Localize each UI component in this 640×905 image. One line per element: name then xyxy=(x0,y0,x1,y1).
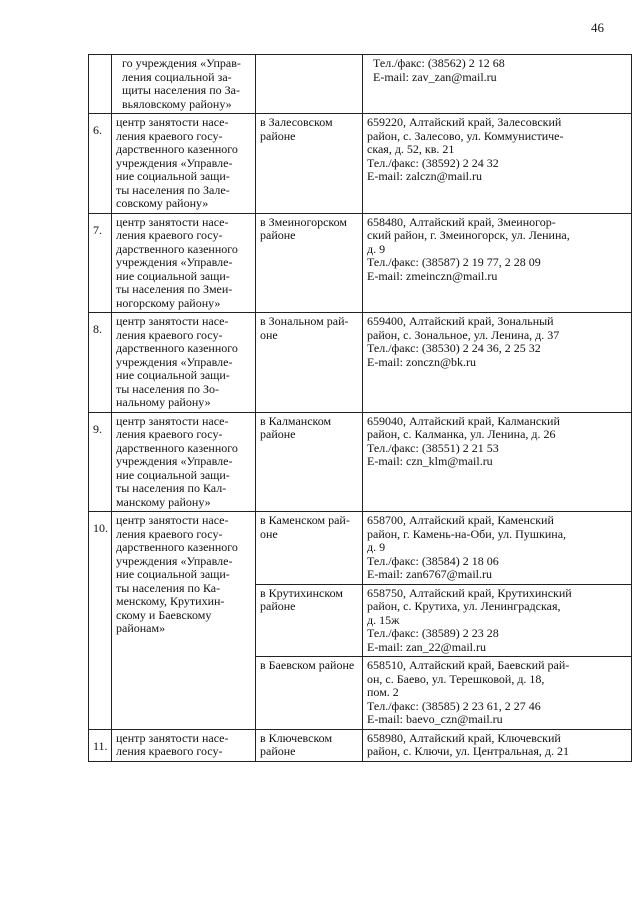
service-area xyxy=(256,55,363,114)
service-area-line: районе xyxy=(260,599,296,613)
service-area xyxy=(256,412,363,512)
organization-name-line: го учреждения «Управ- xyxy=(122,56,241,70)
address-line: 658480, Алтайский край, Змеиногор- xyxy=(367,214,556,229)
email-line: E-mail: zmeinczn@mail.ru xyxy=(367,268,498,283)
organization-name-line: ления краевого госу- xyxy=(116,427,223,441)
service-area-line: оне xyxy=(260,327,278,342)
address-line: район, с. Ключи, ул. Центральная, д. 21 xyxy=(367,744,569,758)
organization-name-line: ления краевого госу- xyxy=(116,744,223,758)
row-number: 6. xyxy=(89,114,112,214)
service-area xyxy=(256,512,363,585)
organization-name-line: ты населения по Змеи- xyxy=(116,282,233,296)
organization-name-line: совскому району» xyxy=(116,196,209,210)
address-line: д. 9 xyxy=(367,241,386,256)
organization-name-line: дарственного казенного xyxy=(116,142,238,156)
organization-name xyxy=(112,412,256,512)
service-area xyxy=(256,584,363,657)
organization-name xyxy=(112,213,256,313)
organization-name-line: дарственного казенного xyxy=(116,241,238,256)
address-line: 658750, Алтайский край, Крутихинский xyxy=(367,585,572,600)
organization-name-line: ние социальной защи- xyxy=(116,467,230,482)
organization-name-line: ления социальной за- xyxy=(122,69,232,84)
address-line: район, г. Камень-на-Оби, ул. Пушкина, xyxy=(367,526,567,541)
organization-name xyxy=(112,512,256,730)
organization-name-line: районам» xyxy=(116,621,166,635)
address-line: он, с. Баево, ул. Терешковой, д. 18, xyxy=(367,671,545,686)
address-line: 658980, Алтайский край, Ключевский xyxy=(367,730,561,745)
organization-name-line: ления краевого госу- xyxy=(116,526,223,541)
address-line: д. 15ж xyxy=(367,612,400,627)
service-area xyxy=(256,657,363,730)
service-area-line: в Баевском районе xyxy=(260,658,355,672)
table-row xyxy=(89,114,632,214)
email-line: E-mail: zonczn@bk.ru xyxy=(367,354,477,369)
row-number: 7. xyxy=(89,213,112,313)
row-number xyxy=(89,55,112,114)
organization-name-line: дарственного казенного xyxy=(116,341,238,355)
organization-name xyxy=(112,729,256,761)
address-line: 659040, Алтайский край, Калманский xyxy=(367,413,560,428)
address-line: район, с. Зональное, ул. Ленина, д. 37 xyxy=(367,327,560,342)
organization-name-line: ние социальной защи- xyxy=(116,368,230,382)
email-line: E-mail: zan_22@mail.ru xyxy=(367,639,487,654)
organization-name-line: центр занятости насе- xyxy=(116,115,229,129)
organization-name xyxy=(112,313,256,413)
page-number: 46 xyxy=(591,20,604,35)
organization-name-line: ления краевого госу- xyxy=(116,128,223,143)
organization-name xyxy=(112,114,256,214)
service-area-line: районе xyxy=(260,744,296,758)
row-number: 8. xyxy=(89,313,112,413)
organization-name-line: менскому, Крутихин- xyxy=(116,594,225,608)
table-row xyxy=(89,412,632,512)
service-area-line: в Залесовском xyxy=(260,115,333,129)
organization-name-line: учреждения «Управле- xyxy=(116,255,233,269)
service-area-line: районе xyxy=(260,427,296,441)
service-area-line: в Змеиногорском xyxy=(260,214,347,229)
service-area xyxy=(256,114,363,214)
address-line: 659400, Алтайский край, Зональный xyxy=(367,314,554,328)
organization-name-line: ты населения по Зале- xyxy=(116,182,230,197)
contact-details xyxy=(363,55,632,114)
row-number: 10. xyxy=(89,512,112,730)
table-row xyxy=(89,313,632,413)
service-area-line: в Зональном рай- xyxy=(260,314,349,328)
organization-name-line: центр занятости насе- xyxy=(116,513,229,527)
row-number: 9. xyxy=(89,412,112,512)
table-row xyxy=(89,729,632,761)
service-area-line: оне xyxy=(260,526,278,541)
organization-name-line: центр занятости насе- xyxy=(116,730,229,745)
email-line: E-mail: zan6767@mail.ru xyxy=(367,567,493,581)
organization-name-line: центр занятости насе- xyxy=(116,314,229,328)
organization-name-line: ты населения по Ка- xyxy=(116,580,221,595)
address-line: Тел./факс: (38589) 2 23 28 xyxy=(367,626,499,640)
contact-details xyxy=(363,657,632,730)
contact-details xyxy=(363,512,632,585)
address-line: Тел./факс: (38584) 2 18 06 xyxy=(367,553,499,568)
employment-centers-table xyxy=(88,54,632,762)
contact-details xyxy=(363,313,632,413)
organization-name-line: ние социальной защи- xyxy=(116,567,230,581)
address-line: 658700, Алтайский край, Каменский xyxy=(367,513,554,527)
organization-name-line: учреждения «Управле- xyxy=(116,553,233,568)
service-area xyxy=(256,213,363,313)
service-area-line: районе xyxy=(260,128,296,143)
organization-name-line: скому и Баевскому xyxy=(116,607,212,622)
contact-details xyxy=(363,729,632,761)
organization-name-line: вьяловскому району» xyxy=(122,96,232,111)
service-area-line: в Каменском рай- xyxy=(260,513,350,527)
contact-details xyxy=(363,213,632,313)
service-area xyxy=(256,729,363,761)
service-area-line: в Крутихинском xyxy=(260,585,343,600)
email-line: E-mail: baevo_czn@mail.ru xyxy=(367,712,503,726)
organization-name-line: дарственного казенного xyxy=(116,440,238,455)
organization-name-line: щиты населения по За- xyxy=(122,83,240,97)
organization-name-line: дарственного казенного xyxy=(116,540,238,554)
organization-name-line: ты населения по Зо- xyxy=(116,381,219,396)
organization-name-line: центр занятости насе- xyxy=(116,413,229,428)
address-line: район, с. Калманка, ул. Ленина, д. 26 xyxy=(367,427,556,441)
organization-name-line: учреждения «Управле- xyxy=(116,354,233,369)
address-line: Тел./факс: (38551) 2 21 53 xyxy=(367,440,499,455)
address-line: ский район, г. Змеиногорск, ул. Ленина, xyxy=(367,228,570,242)
organization-name-line: ние социальной защи- xyxy=(116,169,230,183)
service-area xyxy=(256,313,363,413)
address-line: 659220, Алтайский край, Залесовский xyxy=(367,115,562,129)
contact-details xyxy=(363,114,632,214)
service-area-line: в Ключевском xyxy=(260,730,333,745)
address-line: д. 9 xyxy=(367,540,386,554)
row-number: 11. xyxy=(89,729,112,761)
email-line: E-mail: czn_klm@mail.ru xyxy=(367,454,493,468)
address-line: Тел./факс: (38562) 2 12 68 xyxy=(373,56,505,70)
address-line: район, с. Залесово, ул. Коммунистиче- xyxy=(367,128,564,143)
organization-name-line: ления краевого госу- xyxy=(116,327,223,342)
organization-name-line: учреждения «Управле- xyxy=(116,454,233,468)
address-line: Тел./факс: (38585) 2 23 61, 2 27 46 xyxy=(367,698,541,713)
table-row xyxy=(89,213,632,313)
address-line: Тел./факс: (38587) 2 19 77, 2 28 09 xyxy=(367,255,541,269)
contact-details xyxy=(363,412,632,512)
email-line: E-mail: zalczn@mail.ru xyxy=(367,169,483,183)
address-line: район, с. Крутиха, ул. Ленинградская, xyxy=(367,599,561,613)
email-line: E-mail: zav_zan@mail.ru xyxy=(373,69,497,84)
organization-name-line: ние социальной защи- xyxy=(116,268,230,283)
table-body xyxy=(89,55,632,762)
organization-name-line: нальному району» xyxy=(116,395,211,409)
organization-name xyxy=(112,55,256,114)
table-row xyxy=(89,512,632,585)
organization-name-line: ты населения по Кал- xyxy=(116,481,227,495)
organization-name-line: учреждения «Управле- xyxy=(116,155,233,170)
address-line: Тел./факс: (38530) 2 24 36, 2 25 32 xyxy=(367,341,541,355)
address-line: ская, д. 52, кв. 21 xyxy=(367,142,455,156)
organization-name-line: ления краевого госу- xyxy=(116,228,223,242)
contact-details xyxy=(363,584,632,657)
address-line: 658510, Алтайский край, Баевский рай- xyxy=(367,658,570,672)
service-area-line: в Калманском xyxy=(260,413,332,428)
organization-name-line: ногорскому району» xyxy=(116,295,221,310)
address-line: Тел./факс: (38592) 2 24 32 xyxy=(367,155,499,170)
organization-name-line: центр занятости насе- xyxy=(116,214,229,229)
address-line: пом. 2 xyxy=(367,685,399,699)
service-area-line: районе xyxy=(260,228,296,242)
table-row xyxy=(89,55,632,114)
organization-name-line: манскому району» xyxy=(116,494,211,509)
